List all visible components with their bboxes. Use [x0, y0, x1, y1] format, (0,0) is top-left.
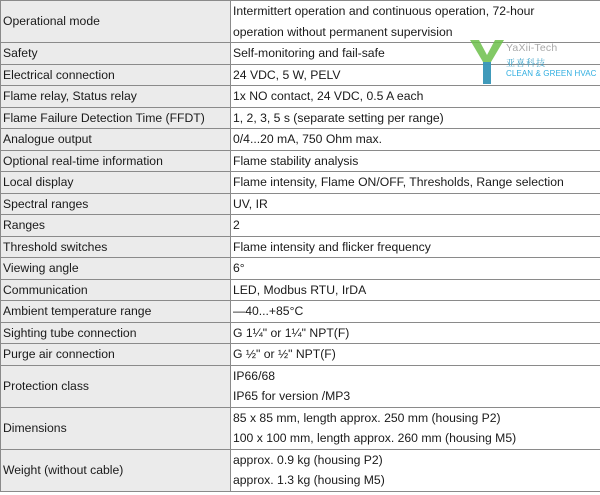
spec-label: Weight (without cable): [1, 449, 231, 491]
spec-label: Analogue output: [1, 129, 231, 151]
table-row: [1, 449, 600, 491]
spec-value-line: Flame stability analysis: [233, 153, 359, 168]
table-row: [1, 236, 600, 258]
spec-value: [231, 279, 600, 301]
spec-value: [231, 86, 600, 108]
spec-label: Flame Failure Detection Time (FFDT): [1, 107, 231, 129]
spec-value-line: 0/4...20 mA, 750 Ohm max.: [233, 132, 383, 146]
spec-value-line: Flame intensity, Flame ON/OFF, Thresholds, Range selection: [233, 175, 564, 189]
table-row: [1, 172, 600, 194]
spec-value: [231, 344, 600, 366]
spec-value-line: UV, IR: [233, 196, 268, 211]
spec-value: [231, 193, 600, 215]
table-row: [1, 301, 600, 323]
spec-value-line: 2: [233, 218, 240, 232]
spec-value: [231, 64, 600, 86]
table-row: [1, 1, 600, 43]
spec-label: Communication: [1, 279, 231, 301]
spec-label: Ambient temperature range: [1, 301, 231, 323]
spec-label: Purge air connection: [1, 344, 231, 366]
spec-value: [231, 107, 600, 129]
table-row: [1, 129, 600, 151]
spec-label: Threshold switches: [1, 236, 231, 258]
spec-value: [231, 258, 600, 280]
spec-label: Electrical connection: [1, 64, 231, 86]
table-row: [1, 258, 600, 280]
table-row: [1, 86, 600, 108]
spec-label: Local display: [1, 172, 231, 194]
spec-value: [231, 365, 600, 407]
spec-label: Optional real-time information: [1, 150, 231, 172]
table-row: [1, 150, 600, 172]
table-row: [1, 215, 600, 237]
table-row: [1, 322, 600, 344]
spec-value: [231, 236, 600, 258]
spec-value: [231, 150, 600, 172]
spec-value-line: G ½" or ½" NPT(F): [233, 347, 336, 361]
spec-value-line: 100 x 100 mm, length approx. 260 mm (housing M5): [233, 431, 517, 445]
spec-value: [231, 43, 600, 65]
logo-chinese-name: 亚喜科技: [506, 58, 547, 68]
spec-value-line: 1x NO contact, 24 VDC, 0.5 A each: [233, 89, 424, 103]
spec-value-line: 85 x 85 mm, length approx. 250 mm (housing P2): [233, 410, 501, 425]
spec-value-line: Self-monitoring and fail-safe: [233, 46, 385, 60]
spec-value-line: IP65 for version /MP3: [233, 389, 351, 403]
spec-label: Ranges: [1, 215, 231, 237]
spec-table-body: [1, 1, 600, 492]
spec-value-line: —40...+85°C: [233, 304, 304, 318]
table-row: [1, 107, 600, 129]
spec-value: [231, 172, 600, 194]
logo-slogan: CLEAN & GREEN HVAC: [506, 69, 597, 78]
spec-value-line: operation without permanent supervision: [233, 24, 453, 39]
table-row: [1, 193, 600, 215]
spec-label: Spectral ranges: [1, 193, 231, 215]
table-row: [1, 344, 600, 366]
table-row: [1, 407, 600, 449]
spec-value-line: IP66/68: [233, 368, 276, 383]
spec-label: Sighting tube connection: [1, 322, 231, 344]
spec-label: Operational mode: [1, 1, 231, 43]
spec-value: [231, 1, 600, 43]
logo-brand-name: YaXii-Tech: [506, 42, 558, 54]
spec-label: Protection class: [1, 365, 231, 407]
spec-value-line: 24 VDC, 5 W, PELV: [233, 67, 341, 82]
table-row: [1, 43, 600, 65]
table-row: [1, 279, 600, 301]
spec-value-line: approx. 0.9 kg (housing P2): [233, 452, 383, 467]
spec-value: [231, 449, 600, 491]
spec-value-line: 6°: [233, 261, 245, 275]
spec-value-line: 1, 2, 3, 5 s (separate setting per range): [233, 110, 444, 125]
spec-label: Dimensions: [1, 407, 231, 449]
spec-value: [231, 322, 600, 344]
spec-label: Safety: [1, 43, 231, 65]
spec-value-line: G 1¼" or 1¼" NPT(F): [233, 325, 350, 340]
spec-value-line: Intermittert operation and continuous operation, 72-hour: [233, 4, 535, 18]
spec-value: [231, 407, 600, 449]
spec-value-line: Flame intensity and flicker frequency: [233, 239, 431, 254]
spec-value: [231, 301, 600, 323]
spec-value-line: LED, Modbus RTU, IrDA: [233, 282, 367, 297]
table-row: [1, 365, 600, 407]
spec-label: Viewing angle: [1, 258, 231, 280]
spec-value: [231, 215, 600, 237]
spec-value: [231, 129, 600, 151]
spec-label: Flame relay, Status relay: [1, 86, 231, 108]
table-row: [1, 64, 600, 86]
spec-value-line: approx. 1.3 kg (housing M5): [233, 473, 385, 487]
